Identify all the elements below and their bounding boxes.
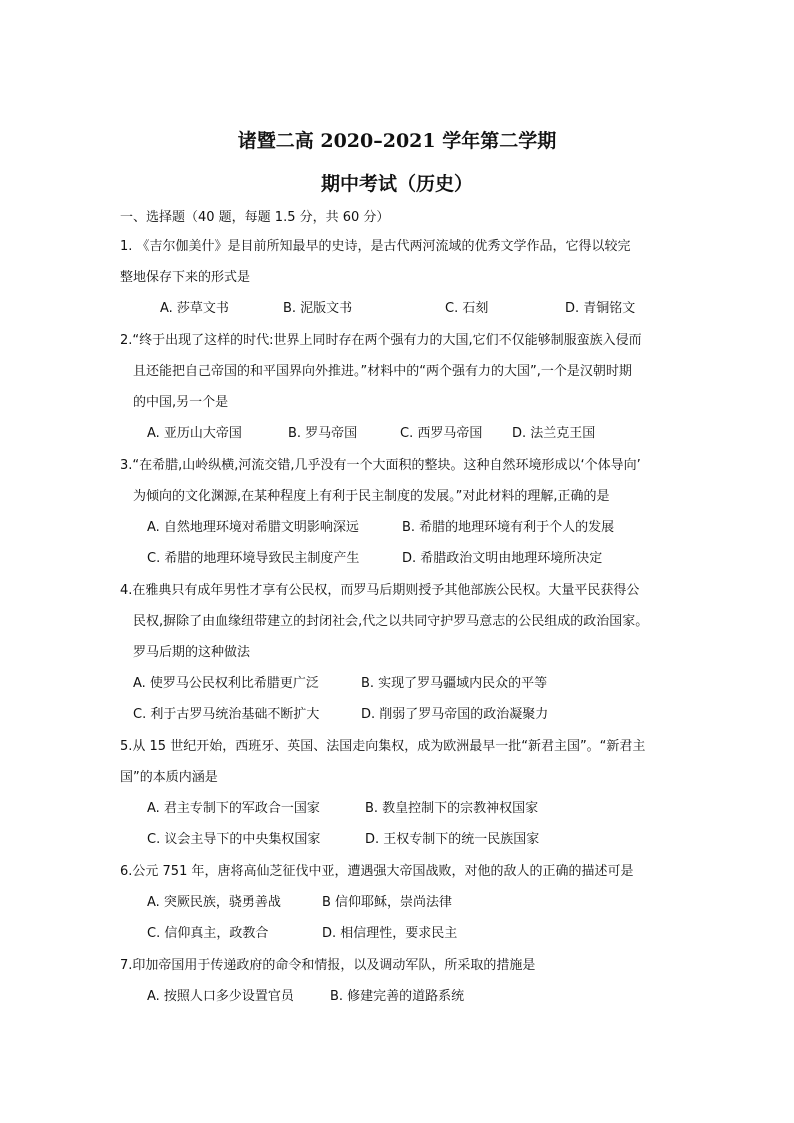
question-1-option-c: C. 石刻	[445, 301, 489, 316]
question-5-option-a: A. 君主专制下的军政合一国家	[147, 801, 320, 816]
question-5-line-1: 5.从 15 世纪开始，西班牙、英国、法国走向集权，成为欧洲最早一批“新君主国”。“新君主	[120, 739, 646, 754]
question-3-option-a: A. 自然地理环境对希腊文明影响深远	[147, 520, 359, 535]
question-2-option-a: A. 亚历山大帝国	[147, 426, 242, 441]
section-heading: 一、选择题（40 题，每题 1.5 分，共 60 分）	[120, 210, 390, 225]
question-6-option-d: D. 相信理性，要求民主	[322, 926, 458, 941]
question-5-option-b: B. 教皇控制下的宗教神权国家	[365, 801, 539, 816]
question-4-option-a: A. 使罗马公民权利比希腊更广泛	[133, 676, 319, 691]
question-1-line-1: 1. 《吉尔伽美什》是目前所知最早的史诗，是古代两河流域的优秀文学作品，它得以较完	[120, 239, 631, 254]
question-3-line-2: 为倾向的文化渊源,在某种程度上有利于民主制度的发展。”对此材料的理解,正确的是	[133, 489, 610, 504]
question-3-option-b: B. 希腊的地理环境有利于个人的发展	[402, 520, 615, 535]
question-5-option-d: D. 王权专制下的统一民族国家	[365, 832, 540, 847]
question-3-line-1: 3.“在希腊,山岭纵横,河流交错,几乎没有一个大面积的整块。这种自然环境形成以‘个体导向’	[120, 458, 641, 473]
question-4-line-1: 4.在雅典只有成年男性才享有公民权，而罗马后期则授予其他部族公民权。大量平民获得公	[120, 583, 640, 598]
exam-subtitle: 期中考试（历史）	[320, 173, 473, 195]
question-4-line-2: 民权,摒除了由血缘纽带建立的封闭社会,代之以共同守护罗马意志的公民组成的政治国家。	[133, 614, 649, 629]
question-6-option-a: A. 突厥民族，骁勇善战	[147, 895, 281, 910]
question-7-option-a: A. 按照人口多少设置官员	[147, 989, 294, 1004]
question-1-option-a: A. 莎草文书	[160, 301, 229, 316]
question-6-option-b: B 信仰耶稣，崇尚法律	[322, 895, 453, 910]
question-3-option-c: C. 希腊的地理环境导致民主制度产生	[147, 551, 360, 566]
question-2-line-3: 的中国,另一个是	[133, 395, 229, 410]
question-1-option-d: D. 青铜铭文	[565, 301, 636, 316]
question-4-option-b: B. 实现了罗马疆域内民众的平等	[361, 676, 548, 691]
question-4-line-3: 罗马后期的这种做法	[133, 645, 251, 660]
question-5-line-2: 国”的本质内涵是	[120, 770, 218, 785]
question-5-option-c: C. 议会主导下的中央集权国家	[147, 832, 321, 847]
question-2-line-1: 2.“终于出现了这样的时代:世界上同时存在两个强有力的大国,它们不仅能够制服蛮族入侵而	[120, 333, 642, 348]
question-2-option-b: B. 罗马帝国	[288, 426, 358, 441]
exam-title: 诸暨二高 2020–2021 学年第二学期	[237, 130, 557, 152]
question-7-option-b: B. 修建完善的道路系统	[330, 989, 465, 1004]
question-3-option-d: D. 希腊政治文明由地理环境所决定	[402, 551, 603, 566]
question-6-option-c: C. 信仰真主，政教合	[147, 926, 269, 941]
question-1-line-2: 整地保存下来的形式是	[120, 270, 251, 285]
question-2-line-2: 且还能把自己帝国的和平国界向外推进。”材料中的“两个强有力的大国”,一个是汉朝时期	[133, 364, 632, 379]
question-2-option-d: D. 法兰克王国	[512, 426, 596, 441]
question-6-line-1: 6.公元 751 年，唐将高仙芝征伐中亚，遭遇强大帝国战败，对他的敌人的正确的描述可是	[120, 864, 634, 879]
question-2-option-c: C. 西罗马帝国	[400, 426, 483, 441]
question-4-option-d: D. 削弱了罗马帝国的政治凝聚力	[361, 707, 549, 722]
question-7-line-1: 7.印加帝国用于传递政府的命令和情报，以及调动军队，所采取的措施是	[120, 958, 536, 973]
question-4-option-c: C. 利于古罗马统治基础不断扩大	[133, 707, 320, 722]
question-1-option-b: B. 泥版文书	[283, 301, 353, 316]
